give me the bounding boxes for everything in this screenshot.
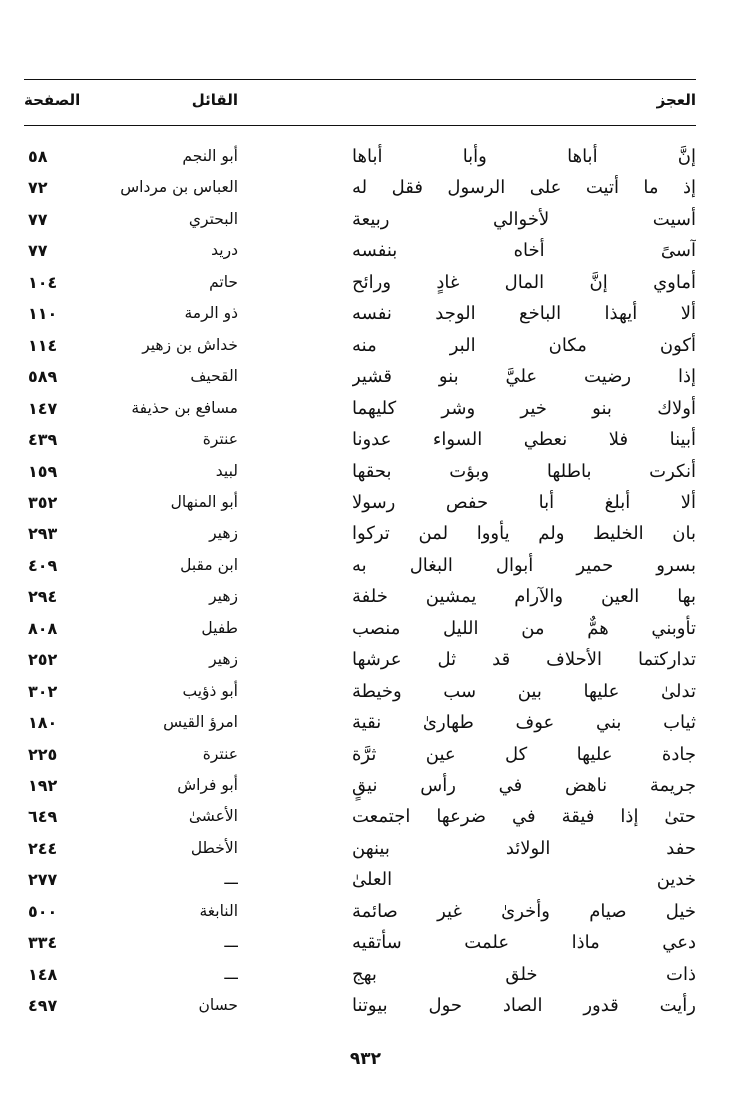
page-reference: ٢٤٤	[28, 838, 58, 858]
speaker-name: مسافع بن حذيفة	[131, 398, 238, 417]
hemistich-text: ألا أبلغ أبا حفص رسولا	[352, 491, 696, 513]
speaker-name: عنترة	[202, 430, 238, 449]
table-row	[24, 204, 696, 235]
table-row	[24, 990, 696, 1021]
page-reference: ١٨٠	[28, 713, 58, 733]
hemistich-text: إذ ما أتيت على الرسول فقل له	[352, 177, 696, 199]
table-row	[24, 298, 696, 329]
hemistich-text: أسيت لأخوالي ربيعة	[352, 208, 696, 230]
page-reference: ١٤٨	[28, 964, 58, 984]
table-row	[24, 613, 696, 644]
table-row	[24, 487, 696, 518]
hemistich-text: إنَّ أباها وأبا أباها	[352, 146, 696, 167]
speaker-name: زهير	[209, 587, 238, 606]
hemistich-text: أكون مكان البر منه	[352, 334, 696, 356]
speaker-name: زهير	[209, 650, 238, 669]
hemistich-text: رأيت قدور الصاد حول بيوتنا	[352, 995, 696, 1017]
speaker-name: حاتم	[209, 272, 238, 291]
page-reference: ١٤٧	[28, 398, 58, 418]
hemistich-text: ألا أيهذا الباخع الوجد نفسه	[352, 303, 696, 325]
column-header-hemistich: العجز	[656, 91, 696, 109]
table-row	[24, 864, 696, 895]
footer-page-number: ٩٣٢	[349, 1049, 382, 1069]
page-reference: ٧٢	[28, 178, 48, 198]
page-reference: ١٩٢	[28, 776, 58, 795]
page-reference: ٣٥٢	[28, 492, 58, 512]
page-reference: ٨٠٨	[28, 618, 58, 638]
table-row	[24, 393, 696, 424]
speaker-name: القحيف	[190, 367, 238, 386]
hemistich-text: ثياب بني عوف طهارىٰ نقية	[352, 712, 696, 734]
speaker-name: دريد	[211, 241, 238, 260]
hemistich-text: أبينا فلا نعطي السواء عدونا	[352, 429, 696, 451]
page-reference: ٧٧	[28, 209, 48, 229]
table-row	[24, 550, 696, 581]
page-reference: ١١٠	[28, 304, 58, 324]
hemistich-text: بان الخليط ولم يأووا لمن تركوا	[352, 523, 696, 545]
page-reference: ١٠٤	[28, 272, 58, 292]
table-row	[24, 801, 696, 832]
table-row	[24, 676, 696, 707]
hemistich-text: خيل صيام وأخرىٰ غير صائمة	[352, 900, 696, 922]
speaker-name: الأعشىٰ	[188, 807, 238, 826]
table-row	[24, 707, 696, 738]
speaker-name: لبيد	[215, 461, 238, 480]
speaker-name: ـــ	[224, 933, 238, 952]
page-reference: ٤٣٩	[28, 430, 58, 450]
speaker-name: زهير	[209, 524, 238, 543]
table-row	[24, 581, 696, 612]
hemistich-text: جادة عليها كل عين ثرَّة	[352, 743, 696, 765]
speaker-name: الأخطل	[190, 838, 238, 857]
speaker-name: خداش بن زهير	[142, 335, 238, 354]
table-row	[24, 456, 696, 487]
hemistich-text: بسرو حمير أبوال البغال به	[352, 554, 696, 576]
speaker-name: طفيل	[201, 618, 238, 637]
page-reference: ٦٤٩	[28, 807, 58, 827]
header-rule	[24, 125, 696, 126]
table-row	[24, 361, 696, 392]
table-row	[24, 424, 696, 455]
page-reference: ١٥٩	[28, 461, 58, 481]
page-reference: ٥٨٩	[28, 367, 58, 387]
page-reference: ٢٩٣	[28, 524, 58, 544]
hemistich-text: تداركتما الأحلاف قد ثل عرشها	[352, 649, 696, 671]
table-row	[24, 770, 696, 801]
top-rule	[24, 79, 696, 80]
table-row	[24, 739, 696, 770]
table-row	[24, 267, 696, 298]
speaker-name: عنترة	[202, 744, 238, 763]
speaker-name: ذو الرمة	[184, 304, 238, 323]
table-row	[24, 833, 696, 864]
hemistich-text: بها العين والآرام يمشين خلفة	[352, 586, 696, 608]
hemistich-text: أنكرت باطلها وبؤت بحقها	[352, 460, 696, 482]
table-row	[24, 172, 696, 203]
speaker-name: البحتري	[188, 209, 238, 228]
table-row	[24, 927, 696, 958]
page-reference: ٢٩٤	[28, 587, 58, 607]
page-reference: ٣٣٤	[28, 933, 58, 953]
hemistich-text: تأوبني همٌّ من الليل منصب	[352, 617, 696, 639]
hemistich-text: دعي ماذا علمت سأتقيه	[352, 932, 696, 954]
hemistich-text: جريمة ناهض في رأس نيقٍ	[352, 775, 696, 796]
hemistich-text: أماوي إنَّ المال غادٍ ورائح	[352, 271, 696, 293]
table-row	[24, 959, 696, 990]
page-reference: ٥٨	[28, 147, 48, 166]
page-reference: ٤٠٩	[28, 555, 58, 575]
speaker-name: أبو النجم	[182, 147, 238, 165]
page-reference: ٧٧	[28, 241, 48, 261]
page-reference: ٣٠٢	[28, 681, 58, 701]
speaker-name: أبو ذؤيب	[182, 681, 238, 700]
speaker-name: ـــ	[224, 870, 238, 889]
speaker-name: أبو المنهال	[170, 492, 238, 511]
page-reference: ٢٧٧	[28, 870, 58, 890]
table-row	[24, 235, 696, 266]
table-row	[24, 141, 696, 172]
hemistich-text: حتىٰ إذا فيقة في ضرعها اجتمعت	[352, 806, 696, 828]
table-row	[24, 330, 696, 361]
page-reference: ٢٥٢	[28, 650, 58, 670]
page-reference: ١١٤	[28, 335, 58, 355]
speaker-name: العباس بن مرداس	[120, 178, 238, 197]
page-reference: ٥٠٠	[28, 901, 58, 921]
table-row	[24, 644, 696, 675]
hemistich-text: آسىً أخاه بنفسه	[352, 240, 696, 262]
page-reference: ٤٩٧	[28, 996, 58, 1016]
hemistich-text: أولاك بنو خير وشر كليهما	[352, 397, 696, 419]
page-reference: ٢٢٥	[28, 744, 58, 764]
hemistich-text: ذات خلق بهج	[352, 963, 696, 985]
hemistich-text: إذا رضيت عليَّ بنو قشير	[352, 366, 696, 388]
table-row	[24, 518, 696, 549]
speaker-name: حسان	[198, 996, 238, 1015]
speaker-name: ابن مقبل	[180, 555, 238, 574]
column-header-speaker: القائل	[191, 91, 238, 109]
speaker-name: امرؤ القيس	[163, 713, 238, 732]
table-row	[24, 896, 696, 927]
hemistich-text: حفد الولائد بينهن	[352, 837, 696, 859]
column-header-page: الصفحة	[24, 91, 81, 109]
speaker-name: أبو فراش	[177, 776, 238, 794]
speaker-name: ـــ	[224, 964, 238, 983]
hemistich-text: خدين العلىٰ	[352, 869, 696, 891]
hemistich-text: تدلىٰ عليها بين سب وخيطة	[352, 680, 696, 702]
speaker-name: النابغة	[199, 901, 238, 920]
